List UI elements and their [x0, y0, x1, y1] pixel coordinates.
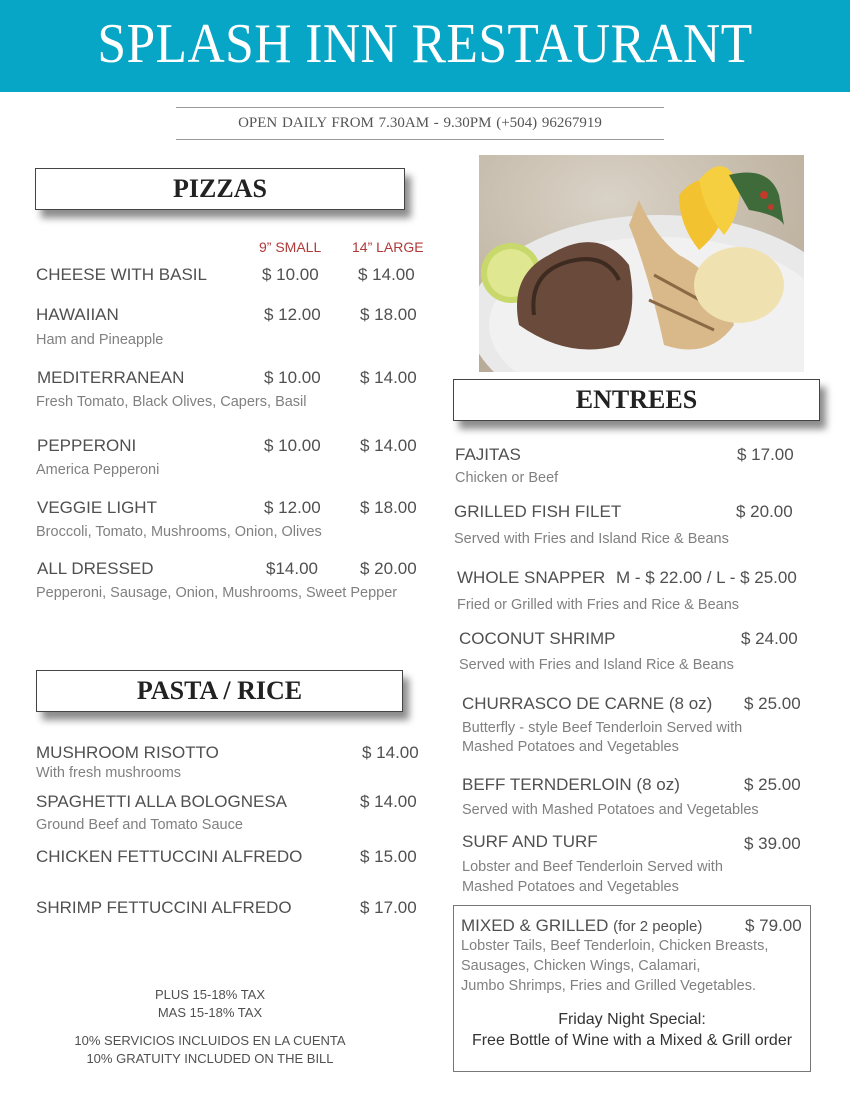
- entree-name: BEFF TERNDERLOIN (8 oz): [462, 775, 680, 794]
- mixed-grill-name: [461, 916, 702, 936]
- food-photo: [479, 155, 804, 372]
- entree-price: M - $ 22.00 / L - $ 25.00: [616, 568, 797, 587]
- friday-special-text: Free Bottle of Wine with a Mixed & Grill order: [471, 1032, 793, 1049]
- mixed-grill-desc-line: Lobster Tails, Beef Tenderloin, Chicken Breasts,: [461, 938, 769, 954]
- pizza-price-large: $ 14.00: [360, 436, 417, 455]
- pizza-price-small: $ 10.00: [264, 436, 321, 455]
- pasta-price: $ 15.00: [360, 847, 417, 866]
- pizza-price-small: $ 10.00: [264, 368, 321, 387]
- entree-price: $ 25.00: [744, 694, 801, 713]
- mixed-grill-desc-line: Jumbo Shrimps, Fries and Grilled Vegetables.: [461, 978, 756, 994]
- pizza-name: PEPPERONI: [37, 436, 137, 455]
- entree-name: COCONUT SHRIMP: [459, 629, 616, 648]
- friday-special-title: Friday Night Special:: [558, 1011, 706, 1028]
- entree-desc: Chicken or Beef: [455, 470, 559, 486]
- service-note-es: 10% SERVICIOS INCLUIDOS EN LA CUENTA: [74, 1033, 346, 1048]
- pasta-name: SHRIMP FETTUCCINI ALFREDO: [36, 898, 292, 917]
- entree-desc: Served with Fries and Island Rice & Beans: [454, 531, 729, 547]
- pizza-name: VEGGIE LIGHT: [37, 498, 157, 517]
- pizza-desc: Fresh Tomato, Black Olives, Capers, Basil: [36, 394, 307, 410]
- restaurant-title: SPLASH INN RESTAURANT: [97, 13, 753, 75]
- entree-name: SURF AND TURF: [462, 832, 598, 851]
- pizza-price-small: $ 12.00: [264, 498, 321, 517]
- pizza-price-large: $ 18.00: [360, 498, 417, 517]
- size-large-label: 14” LARGE: [352, 239, 424, 255]
- pizza-name: CHEESE WITH BASIL: [36, 265, 207, 284]
- pasta-price: $ 14.00: [360, 792, 417, 811]
- pizza-price-large: $ 20.00: [360, 559, 417, 578]
- service-note-en: 10% GRATUITY INCLUDED ON THE BILL: [86, 1051, 334, 1066]
- entree-name: WHOLE SNAPPER: [457, 568, 606, 587]
- pizza-desc: Broccoli, Tomato, Mushrooms, Onion, Olives: [36, 524, 322, 540]
- pasta-name: SPAGHETTI ALLA BOLOGNESA: [36, 792, 287, 811]
- pizza-desc: Pepperoni, Sausage, Onion, Mushrooms, Sweet Pepper: [36, 585, 398, 601]
- entree-name: CHURRASCO DE CARNE (8 oz): [462, 694, 713, 713]
- pasta-price: $ 14.00: [362, 743, 419, 762]
- header-banner: [0, 0, 850, 92]
- pizza-name: ALL DRESSED: [37, 559, 154, 578]
- tax-note-es: MAS 15-18% TAX: [157, 1005, 263, 1020]
- pizza-desc: America Pepperoni: [36, 462, 160, 478]
- entree-desc: Served with Mashed Potatoes and Vegetables: [462, 802, 759, 818]
- entree-price: $ 25.00: [744, 775, 801, 794]
- opening-hours: OPEN DAILY FROM 7.30AM - 9.30PM (+504) 96267919: [176, 107, 664, 140]
- pizzas-heading: PIZZAS: [35, 168, 405, 210]
- entree-desc-line2: Mashed Potatoes and Vegetables: [462, 739, 679, 755]
- size-small-label: 9” SMALL: [259, 239, 322, 255]
- entree-desc: Fried or Grilled with Fries and Rice & Beans: [457, 597, 740, 613]
- pasta-desc: Ground Beef and Tomato Sauce: [36, 817, 243, 833]
- pizza-price-small: $14.00: [266, 559, 318, 578]
- pizza-name: HAWAIIAN: [36, 305, 119, 324]
- entree-name: GRILLED FISH FILET: [454, 502, 622, 521]
- entree-desc: Lobster and Beef Tenderloin Served with: [462, 859, 723, 875]
- entrees-heading: ENTREES: [453, 379, 820, 421]
- entree-price: $ 39.00: [744, 834, 801, 853]
- pizza-price-small: $ 12.00: [264, 305, 321, 324]
- entree-desc-line2: Mashed Potatoes and Vegetables: [462, 879, 679, 895]
- pasta-heading: PASTA / RICE: [36, 670, 403, 712]
- entree-price: $ 24.00: [741, 629, 798, 648]
- pizza-price-large: $ 14.00: [360, 368, 417, 387]
- mixed-grill-desc-line: Sausages, Chicken Wings, Calamari,: [461, 958, 701, 974]
- pizza-price-small: $ 10.00: [262, 265, 319, 284]
- mixed-grill-price: $ 79.00: [745, 916, 802, 935]
- entree-desc: Butterfly - style Beef Tenderloin Served with: [462, 720, 743, 736]
- mixed-grill-title: MIXED & GRILLED: [461, 916, 609, 935]
- mixed-grill-qualifier: (for 2 people): [613, 918, 703, 935]
- entree-name: FAJITAS: [455, 445, 521, 464]
- pizza-price-large: $ 18.00: [360, 305, 417, 324]
- tax-note-en: PLUS 15-18% TAX: [154, 987, 266, 1002]
- entree-price: $ 17.00: [737, 445, 794, 464]
- pizza-price-large: $ 14.00: [358, 265, 415, 284]
- pasta-desc: With fresh mushrooms: [36, 765, 182, 781]
- pasta-price: $ 17.00: [360, 898, 417, 917]
- entree-desc: Served with Fries and Island Rice & Beans: [459, 657, 734, 673]
- pasta-name: CHICKEN FETTUCCINI ALFREDO: [36, 847, 303, 866]
- pizza-desc: Ham and Pineapple: [36, 332, 164, 348]
- pasta-name: MUSHROOM RISOTTO: [36, 743, 219, 762]
- food-photo-illustration: [479, 155, 804, 372]
- pizza-name: MEDITERRANEAN: [37, 368, 185, 387]
- entree-price: $ 20.00: [736, 502, 793, 521]
